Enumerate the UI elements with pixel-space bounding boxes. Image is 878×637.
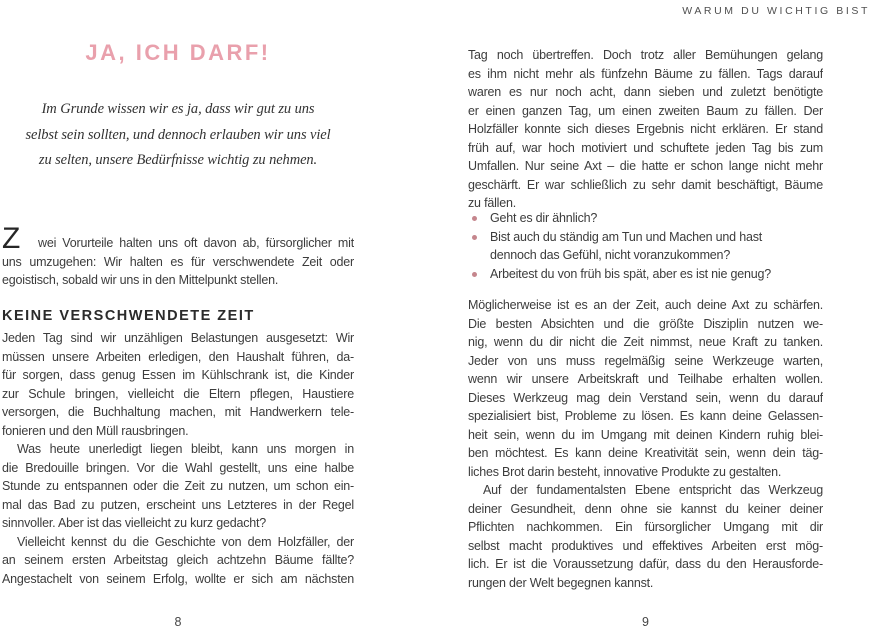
- dropcap-initial: Z: [2, 222, 21, 255]
- text-line: Möglicherweise ist es an der Zeit, auch deine Axt zu schärfen.: [468, 298, 823, 312]
- text-line: früh auf, war hoch motiviert und schuftete jeden Tag bis zum: [468, 140, 823, 155]
- text-line: Dieses Werkzeug mag dein Verstand sein, wenn du darauf: [468, 390, 823, 405]
- text-line: Jeden Tag sind wir unzähligen Belastungen ausgesetzt: Wir: [2, 331, 354, 345]
- right-page-body-top: [468, 46, 823, 213]
- left-page: [2, 0, 354, 637]
- text-line: Was heute unerledigt liegen bleibt, kann uns morgen in: [17, 442, 354, 456]
- bullet-dot-icon: [472, 235, 477, 240]
- right-page-body-bottom: [468, 296, 823, 592]
- text-line: liches Brot darin besteht, innovative Produkte zu gestalten.: [468, 464, 782, 479]
- text-line: wenn wir unsere Arbeitskraft und Teilhabe erhalten wollen.: [468, 372, 823, 386]
- text-line: egoistisch, sobald wir uns in den Mittelpunkt stellen.: [2, 273, 279, 287]
- text-line: zur Schule bringen, vielleicht die Eltern pflegen, Haustiere: [2, 386, 354, 401]
- text-line: Die besten Absichten und die größte Disziplin nutzen we-: [468, 316, 823, 331]
- right-page: [468, 0, 823, 637]
- text-line: die Bredouille bringen. Vor die Wahl gestellt, uns eine halbe: [2, 460, 354, 475]
- text-line: an seinem ersten Arbeitstag gleich achtzehn Bäume fällte?: [2, 553, 354, 567]
- running-header: WARUM DU WICHTIG BIST: [682, 5, 870, 17]
- text-line: Holzfäller konnte sich dieses Ergebnis nicht erklären. Er stand: [468, 122, 823, 136]
- text-line: nig, wenn du dir nicht die Zeit nimmst, neue Kraft zu tanken.: [468, 335, 823, 349]
- intro-line: selbst sein sollten, und dennoch erlauben wir uns viel: [25, 126, 331, 143]
- text-line: wei Vorurteile halten uns oft davon ab, fürsorglicher mit: [38, 236, 354, 250]
- section-heading: KEINE VERSCHWENDETE ZEIT: [2, 308, 255, 324]
- text-line: rungen der Welt begegnen kannst.: [468, 575, 654, 590]
- bullet-dot-icon: [472, 272, 477, 277]
- text-line: Stunde zu entspannen oder die Zeit zu nutzen, um schon ein-: [2, 479, 354, 493]
- bullet-line: dennoch das Gefühl, nicht voranzukommen?: [490, 248, 731, 262]
- chapter-title: JA, ICH DARF!: [85, 40, 271, 65]
- text-line: Umfallen. Nur seine Axt – die hatte er schon lange nicht mehr: [468, 159, 823, 173]
- text-line: geschärft. Er war schließlich zu sehr damit beschäftigt, Bäume: [468, 177, 823, 192]
- text-line: müssen unsere Arbeiten erledigen, den Haushalt führen, da-: [2, 349, 354, 364]
- text-line: deiner Gesundheit, denn ohne sie kannst du keiner deiner: [468, 501, 823, 516]
- text-line: Angestachelt von seinem Erfolg, wollte er sich am nächsten: [2, 571, 354, 586]
- chapter-intro: [2, 97, 354, 174]
- text-line: Tag noch übertreffen. Doch trotz aller Bemühungen gelang: [468, 48, 823, 62]
- text-line: ben möchtest. Es kann deine Kreativität sein, wenn dein täg-: [468, 446, 823, 460]
- text-line: zu fällen.: [468, 196, 517, 210]
- opening-paragraph: [2, 222, 354, 290]
- text-line: heit sein, wenn du im Umgang mit deinen Kindern ruhig blei-: [468, 427, 823, 442]
- text-line: sinnvoller. Aber ist das vielleicht zu kurz gedacht?: [2, 516, 267, 530]
- text-line: uns umzugehen: Wir halten es für verschwendete Zeit oder: [2, 254, 354, 269]
- text-line: Vielleicht kennst du die Geschichte von dem Holzfäller, der: [17, 534, 354, 549]
- text-line: lich. Er ist die Voraussetzung dafür, dass du den Herausforde-: [468, 557, 823, 571]
- text-line: Auf der fundamentalsten Ebene entspricht das Werkzeug: [483, 483, 823, 497]
- intro-line: Im Grunde wissen wir es ja, dass wir gut zu uns: [41, 101, 315, 117]
- page-number-left: 8: [174, 615, 182, 629]
- bullet-list: [468, 209, 823, 283]
- text-line: für sorgen, dass genug Essen im Kühlschrank ist, die Kinder: [2, 368, 354, 382]
- bullet-item: [468, 209, 823, 228]
- text-line: selbst macht produktives und effektives Arbeiten erst mög-: [468, 538, 823, 553]
- intro-line: zu selten, unsere Bedürfnisse wichtig zu nehmen.: [38, 152, 318, 168]
- text-line: spezialisiert bist, Probleme zu lösen. Es kann deine Gelassen-: [468, 409, 823, 423]
- bullet-line: Geht es dir ähnlich?: [490, 211, 598, 225]
- bullet-dot-icon: [472, 216, 477, 221]
- bullet-item: [468, 265, 823, 284]
- text-line: mal das Bad zu putzen, erscheint uns Letzteres in der Regel: [2, 497, 354, 512]
- text-line: er einen ganzen Tag, um einen zweiten Baum zu fällen. Der: [468, 103, 823, 118]
- text-line: waren es nur noch acht, dann sieben und zuletzt benötigte: [468, 85, 823, 99]
- bullet-line: Arbeitest du von früh bis spät, aber es ist nie genug?: [490, 266, 772, 281]
- bullet-line: Bist auch du ständig am Tun und Machen und hast: [490, 229, 763, 244]
- bullet-item: [468, 228, 823, 265]
- text-line: es ihm nicht mehr als fünfzehn Bäume zu fällen. Tags darauf: [468, 66, 823, 81]
- text-line: fonieren und den Müll rausbringen.: [2, 423, 189, 438]
- left-page-body: [2, 329, 354, 588]
- text-line: Pflichten nachkommen. Ein fürsorglicher Umgang mit dir: [468, 520, 823, 534]
- page-number-right: 9: [642, 615, 649, 629]
- text-line: versorgen, die Buchhaltung machen, mit Handwerkern tele-: [2, 405, 354, 419]
- text-line: Jeder von uns muss regelmäßig seine Werkzeuge warten,: [468, 353, 823, 368]
